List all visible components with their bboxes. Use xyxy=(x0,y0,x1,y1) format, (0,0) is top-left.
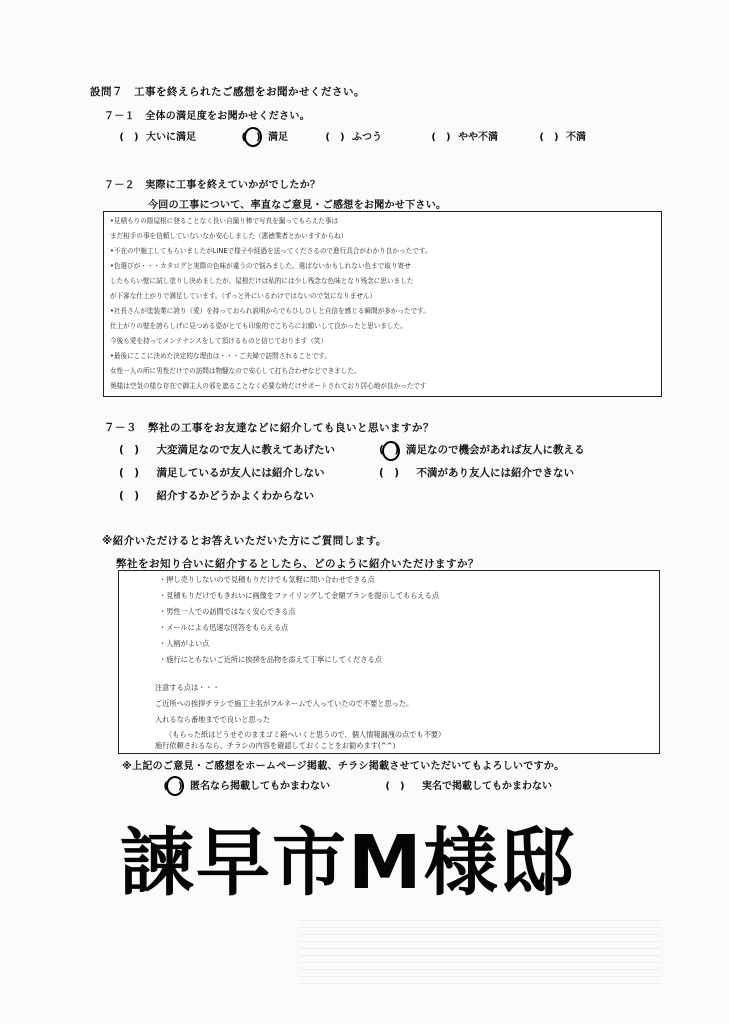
referral-question: 弊社をお知り合いに紹介するとしたら、どのように紹介いただけますか？ xyxy=(116,558,479,570)
referral-note: ※紹介いただけるとお答えいただいた方にご質問します。 xyxy=(102,535,387,547)
referral-point: ・見積もりだけでもきれいに画像をファイリングして金額プランを提示してもらえる点 xyxy=(159,591,440,600)
referral-point: ・施行にともないご近所に挨拶を品物を添えて丁寧にしてくださる点 xyxy=(159,655,382,664)
selected-circle-mark xyxy=(166,776,184,796)
answer-line: 仕上がりの壁を誇らしげに見つめる姿がとても印象的でこちらにお願いして良かったと思いました。 xyxy=(110,322,407,330)
referral-answer-box xyxy=(118,570,660,754)
q1-choice-3[interactable]: ( ) ふつう xyxy=(325,132,382,143)
referral-point: ・メールによる迅速な回答をもらえる点 xyxy=(159,623,289,632)
answer-line: 女性一人の所に男性だけでの訪問は物騒なので安心して打ち合わせなどできました。 xyxy=(110,367,361,375)
choice-label: 満足しているが友人には紹介しない xyxy=(156,467,325,479)
q1-choice-2[interactable]: ( ) 満足 xyxy=(234,128,288,143)
q7-3-title: ７－３ 弊社の工事をお友達などに紹介しても良いと思いますか？ xyxy=(104,422,434,434)
q1-choice-1[interactable]: ( ) 大いに満足 xyxy=(119,132,196,143)
publish-choice-realname[interactable]: ( ) 実名で掲載してもかまわない xyxy=(385,781,552,792)
answer-line: したもらい壁に試し塗りし決めましたが、屋根だけは私的には少し残念な色味となり残念に思いました xyxy=(110,277,414,285)
answer-line: まだ相手の事を信頼していないなか安心しました（悪徳業者とかいますからね） xyxy=(110,232,348,240)
q1-choice-4[interactable]: ( ) やや不満 xyxy=(431,132,498,143)
q3-choice-1[interactable]: ( ) 大変満足なので友人に教えてあげたい xyxy=(118,444,335,456)
q7-2-answer-box xyxy=(103,211,662,397)
q7-2-title: ７－２ 実際に工事を終えていかがでしたか？ xyxy=(104,180,321,191)
choice-label: 匿名なら掲載してもかまわない xyxy=(190,781,330,792)
q1-choice-5[interactable]: ( ) 不満 xyxy=(539,132,586,143)
caution-line: ご近所への挨拶チラシで施工主名がフルネームで入っていたので不要と思った。 xyxy=(155,699,414,708)
property-title-stamp: 諫早市M様邸 xyxy=(120,820,576,906)
caution-head: 注意する点は・・・ xyxy=(155,683,220,692)
q3-choice-4[interactable]: ( ) 不満があり友人には紹介できない xyxy=(378,467,574,479)
referral-point: ・男性一人での訪問ではなく安心できる点 xyxy=(159,607,296,616)
q3-choice-5[interactable]: ( ) 紹介するかどうかよくわからない xyxy=(118,490,314,502)
publish-choice-anonymous[interactable]: ( ) 匿名なら掲載してもかまわない xyxy=(156,777,330,792)
answer-line: •最後にここに決めた決定的な理由は・・・ご夫婦で訪問されることです。 xyxy=(110,352,331,360)
choice-label: 不満 xyxy=(566,132,586,143)
bleed-through-texture xyxy=(300,920,660,990)
choice-label: ふつう xyxy=(352,132,382,143)
choice-label: 大変満足なので友人に教えてあげたい xyxy=(156,444,335,456)
answer-line: •社長さんが塗装業に誇り（愛）を持っておられ説明からでもひしひしと自信を感じる瞬間が多かったです。 xyxy=(110,307,430,315)
q7-title: 設問７ 工事を終えられたご感想をお聞かせください。 xyxy=(90,86,365,98)
choice-label: 大いに満足 xyxy=(146,132,196,143)
caution-line: 施行依頼されるなら、チラシの内容を確認しておくことをお勧めます(^^) xyxy=(155,741,396,750)
choice-label: やや不満 xyxy=(458,132,498,143)
choice-label: 不満があり友人には紹介できない xyxy=(416,467,574,479)
choice-label: 実名で掲載してもかまわない xyxy=(422,781,552,792)
publish-question: ※上記のご意見・ご感想をホームページ掲載、チラシ掲載させていただいてもよろしいですか。 xyxy=(122,761,565,772)
selected-circle-mark xyxy=(244,127,262,147)
answer-line: 奥様は空気の様な存在で御主人の邪を遮ることなく必要な時だけサポートされており居心地が良かったです xyxy=(110,382,427,390)
selected-circle-mark xyxy=(382,441,400,461)
answer-line: が下審な仕上がりで満足しています。（ずっと外にいるわけではないので気になりません） xyxy=(110,292,377,300)
q7-2-prompt: 今回の工事について、率直なご意見・ご感想をお聞かせ下さい。 xyxy=(148,200,447,211)
choice-label: 満足なので機会があれば友人に教える xyxy=(406,444,585,456)
referral-point: ・押し売りしないので見積もりだけでも気軽に問い合わせできる点 xyxy=(159,575,375,584)
answer-line: •見積もりの際屋根に登ることなく長い自撮り棒で写真を撮ってもらえた事は xyxy=(110,217,339,225)
choice-label: 紹介するかどうかよくわからない xyxy=(156,490,314,502)
choice-label: 満足 xyxy=(268,132,288,143)
caution-line: （もらった紙はどうせそのままゴミ箱へいくと思うので、個人情報漏洩の点でも不要） xyxy=(165,730,446,739)
q3-choice-2[interactable]: ( ) 満足なので機会があれば友人に教える xyxy=(372,442,585,457)
caution-line: 入れるなら番地までで良いと思った xyxy=(155,715,271,724)
q3-choice-3[interactable]: ( ) 満足しているが友人には紹介しない xyxy=(118,467,325,479)
answer-line: •不在の中施工してもらいましたがLINEで様子や経過を送ってくださるので進行具合がわかり良かったです。 xyxy=(110,247,432,255)
q7-1-title: ７－１ 全体の満足度をお聞かせください。 xyxy=(104,111,310,122)
answer-line: 今後も愛を持ってメンテナンスをして頂けるものと信じております（笑） xyxy=(110,337,328,345)
answer-line: •色選びが・・・カタログと実際の色味が違うので悩みました。選ばないかもしれない色まで取り寄せ xyxy=(110,262,411,270)
referral-point: ・人柄がよい点 xyxy=(159,639,210,648)
